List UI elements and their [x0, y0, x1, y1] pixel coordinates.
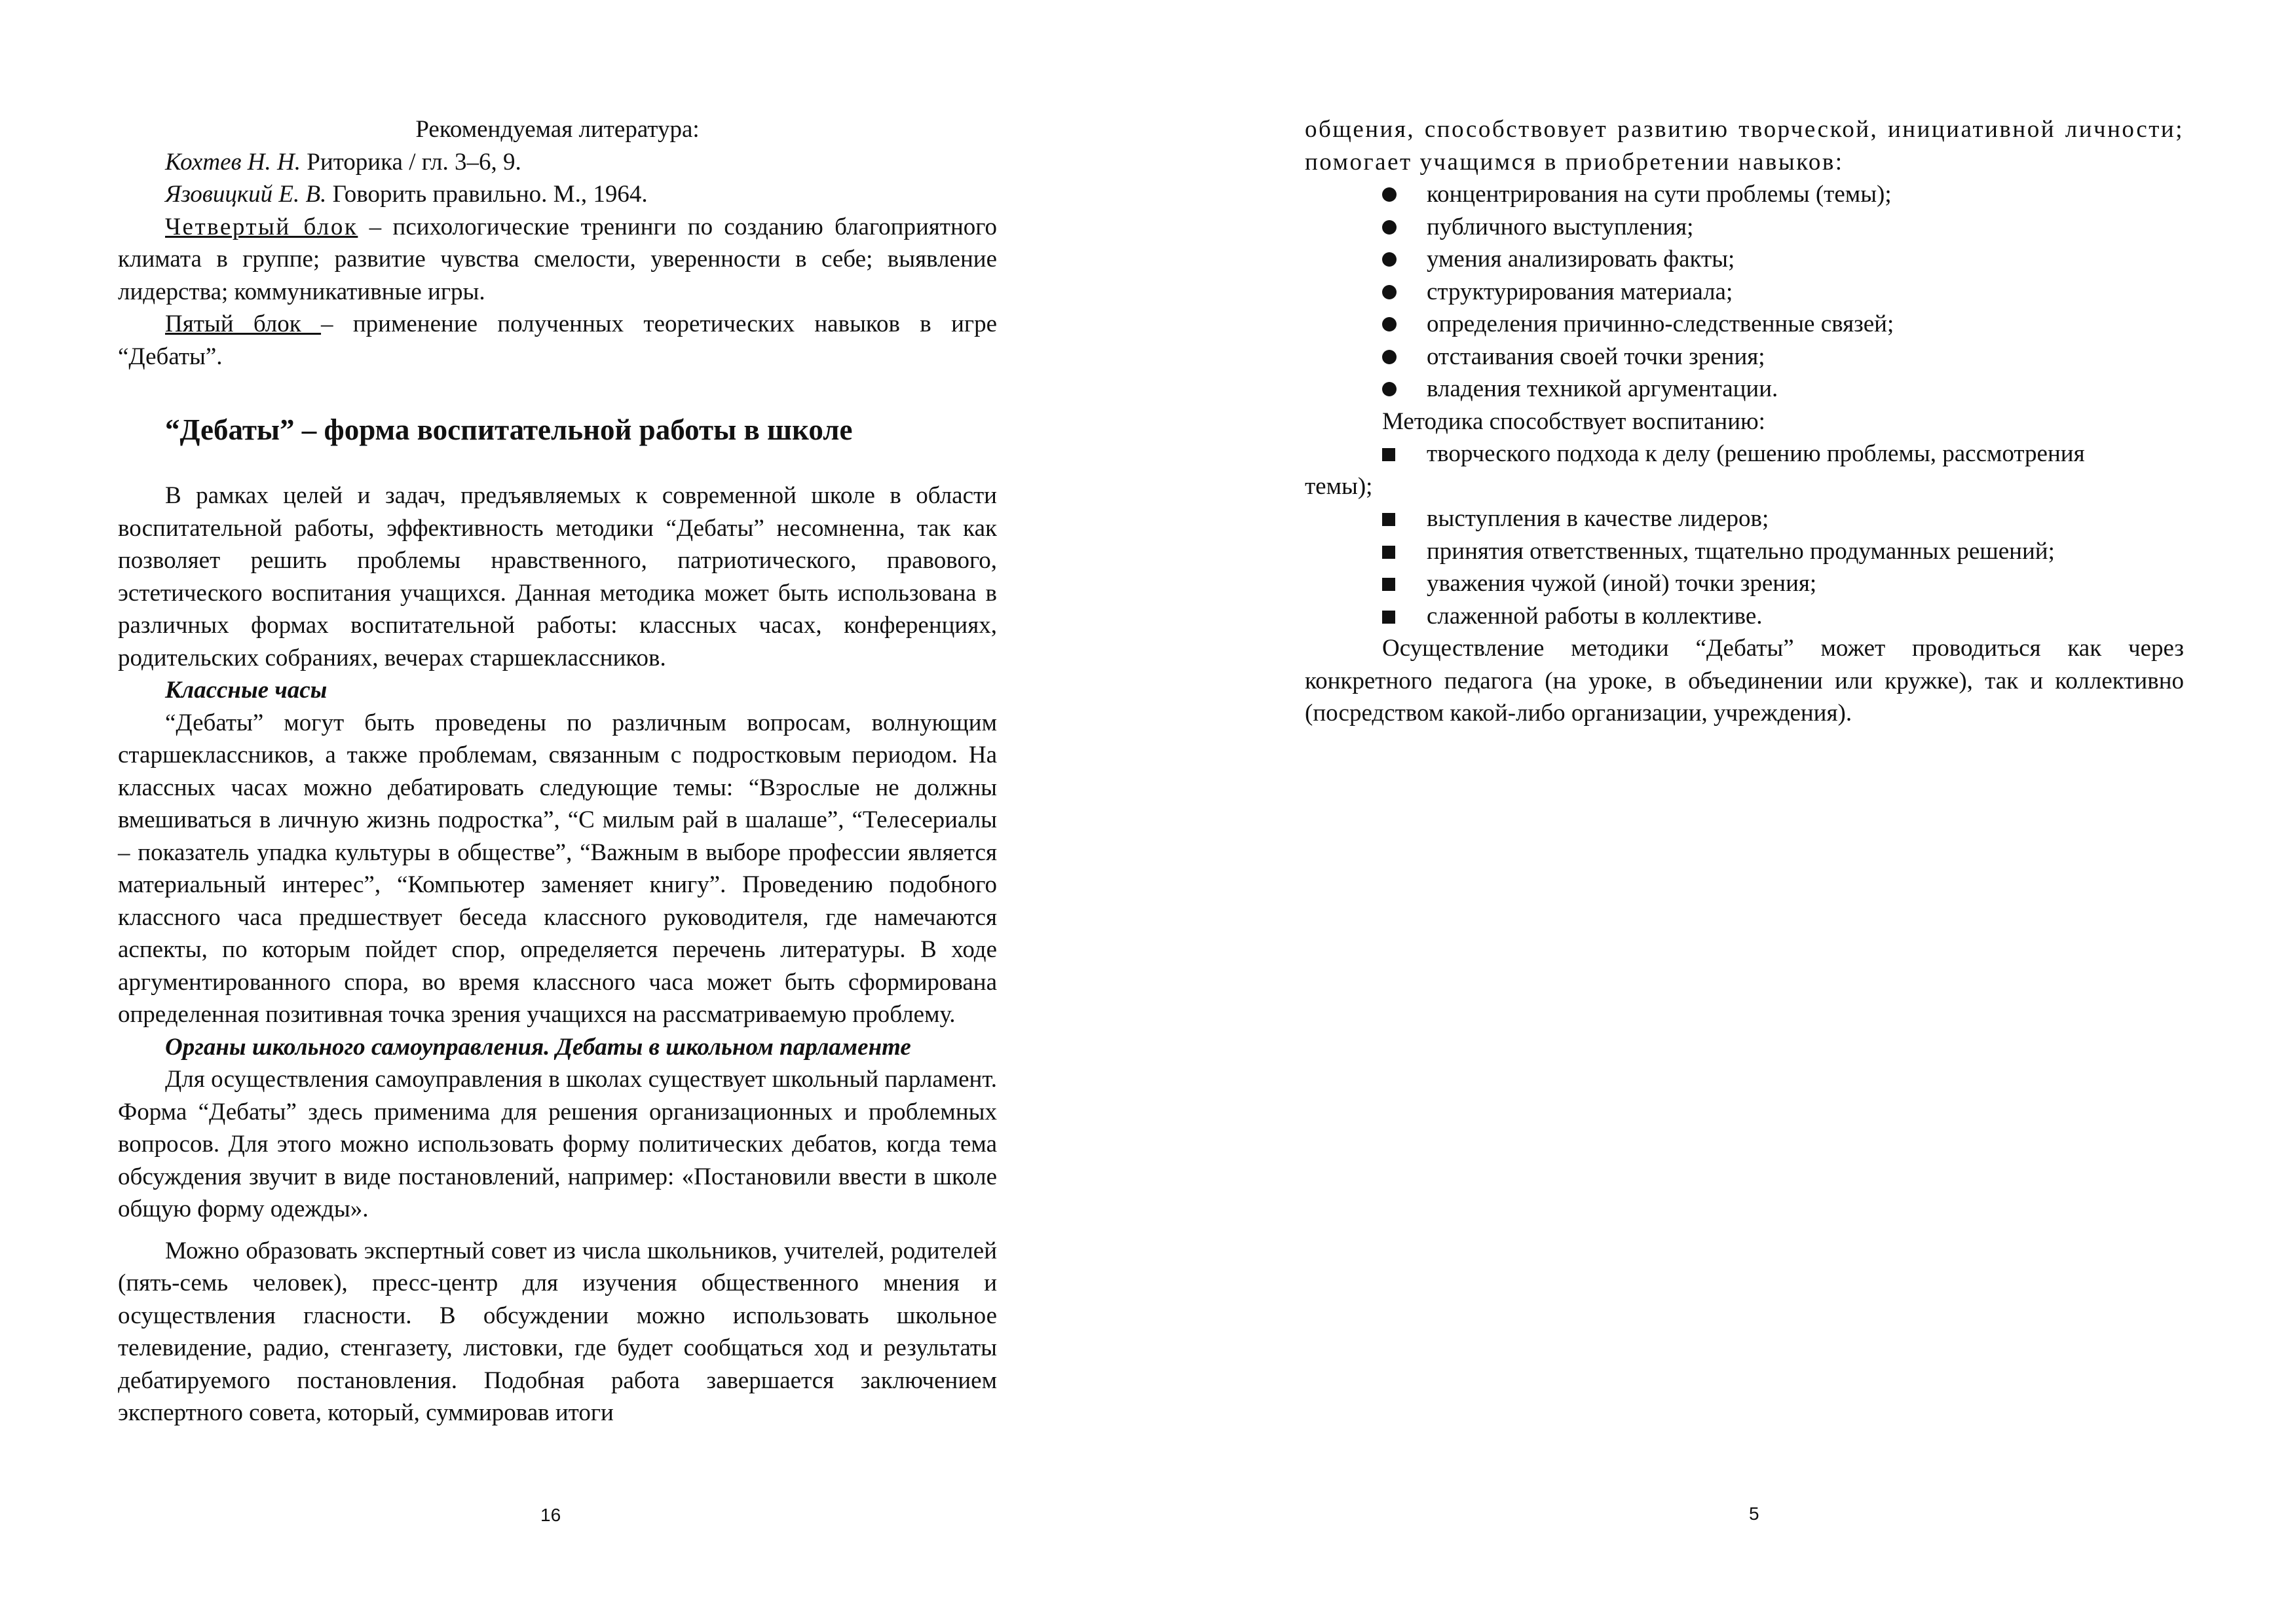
- list-item: отстаивания своей точки зрения;: [1305, 341, 2184, 373]
- bullet-dot-icon: [1382, 350, 1397, 364]
- bullet-dot-icon: [1382, 285, 1397, 299]
- page-number: 5: [1749, 1503, 1759, 1524]
- closing-paragraph: Осуществление методики “Дебаты” может проводиться как через конкретного педагога (на уроке, в объединении или кружке), так и коллективно (посредством какой-либо организации, учреждения).: [1305, 635, 2184, 727]
- bullet-square-icon: [1382, 611, 1395, 624]
- list-item: слаженной работы в коллективе.: [1305, 600, 2184, 633]
- expert-council-paragraph: Можно образовать экспертный совет из числа школьников, учителей, родителей (пять-семь человек), пресс-центр для изучения общественного мнения и осуществления гласности. В обсуждении можно использовать школьное телевидение, радио, стенгазету, листовки, где будет сообщаться ход и результаты дебатируемого постановления. Подобная работа завершается заключением экспертного совета, который, суммировав итоги: [118, 1237, 997, 1426]
- block-four-text: – психологические тренинги по созданию благоприятного климата в группе; развитие чувства смелости, уверенности в себе; выявление лидерства; коммуникативные игры.: [118, 213, 997, 305]
- list-item: структурирования материала;: [1305, 276, 2184, 309]
- upbringing-first-item: творческого подхода к делу (решению проблемы, рассмотрения темы);: [1305, 440, 2085, 500]
- bullet-dot-icon: [1382, 317, 1397, 331]
- subheading-self-government: Органы школьного самоуправления. Дебаты в школьном парламенте: [165, 1033, 911, 1061]
- list-item: уважения чужой (иной) точки зрения;: [1305, 567, 2184, 600]
- page-number: 16: [540, 1505, 561, 1525]
- list-item: публичного выступления;: [1305, 211, 2184, 244]
- class-hours-paragraph: “Дебаты” могут быть проведены по различным вопросам, волнующим старшеклассников, а также проблемам, связанным с подростковым периодом. На классных часах можно дебатировать следующие темы: “Взрослые не должны вмешиваться в личную жизнь подростка”, “С милым рай в шалаше”, “Телесериалы – показатель упадка культуры в обществе”, “Важным в выборе профессии является материальный интерес”, “Компьютер заменяет книгу”. Проведению подобного классного часа предшествует беседа классного руководителя, где намечаются аспекты, по которым пойдет спор, определяется перечень литературы. В ходе аргументированного спора, во время классного часа может быть сформирована определенная позитивная точка зрения учащихся на рассматриваемую проблему.: [118, 709, 997, 1028]
- skills-list: [1305, 178, 2184, 406]
- block-five-text: – применение полученных теоретических навыков в игре “Дебаты”.: [118, 311, 997, 370]
- bullet-dot-icon: [1382, 220, 1397, 235]
- bullet-square-icon: [1382, 448, 1395, 461]
- literature-heading: Рекомендуемая литература:: [415, 116, 700, 143]
- subheading-class-hours: Классные часы: [165, 677, 328, 704]
- upbringing-list: [1305, 502, 2184, 632]
- block-four-paragraph: [118, 211, 997, 309]
- intro-paragraph: В рамках целей и задач, предъявляемых к современной школе в области воспитательной работы, эффективность методики “Дебаты” несомненна, так как позволяет решить проблемы нравственного, патриотического, правового, эстетического воспитания учащихся. Данная методика может быть использована в различных формах воспитательной работы: классных часах, конференциях, родительских собраниях, вечерах старшеклассников.: [118, 482, 997, 671]
- literature-author: Язовицкий Е. В.: [165, 181, 327, 208]
- bullet-dot-icon: [1382, 187, 1397, 202]
- right-page: [1305, 0, 2184, 1624]
- literature-item: [118, 178, 997, 211]
- intro-paragraph: общения, способствовует развитию творческой, инициативной личности; помогает учащимся в приобретении навыков:: [1305, 116, 2184, 176]
- section-title: “Дебаты” – форма воспитательной работы в школе: [165, 413, 853, 446]
- list-item: выступления в качестве лидеров;: [1305, 502, 2184, 535]
- block-five-paragraph: [118, 308, 997, 373]
- list-item: принятия ответственных, тщательно продуманных решений;: [1305, 535, 2184, 568]
- list-item: владения техникой аргументации.: [1305, 373, 2184, 406]
- list-item: определения причинно-следственные связей;: [1305, 308, 2184, 341]
- bullet-dot-icon: [1382, 252, 1397, 267]
- literature-item: [118, 146, 997, 179]
- bullet-square-icon: [1382, 546, 1395, 559]
- left-page: [118, 0, 997, 1624]
- literature-author: Кохтев Н. Н.: [165, 148, 301, 176]
- literature-title: Говорить правильно. М., 1964.: [326, 181, 648, 208]
- method-intro: Методика способствует воспитанию:: [1382, 407, 1765, 435]
- block-five-label: Пятый блок: [165, 311, 322, 337]
- parliament-paragraph: Для осуществления самоуправления в школах существует школьный парламент. Форма “Дебаты” здесь применима для решения организационных и проблемных вопросов. Для этого можно использовать форму политических дебатов, когда тема обсуждения звучит в виде постановлений, например: «Постановили ввести в школе общую форму одежды».: [118, 1066, 997, 1222]
- bullet-square-icon: [1382, 578, 1395, 591]
- list-item: умения анализировать факты;: [1305, 243, 2184, 276]
- list-item: концентрирования на сути проблемы (темы);: [1305, 178, 2184, 211]
- bullet-square-icon: [1382, 513, 1395, 526]
- literature-title: Риторика / гл. 3–6, 9.: [301, 148, 521, 176]
- bullet-dot-icon: [1382, 382, 1397, 396]
- block-four-label: Четвертый блок: [165, 213, 358, 240]
